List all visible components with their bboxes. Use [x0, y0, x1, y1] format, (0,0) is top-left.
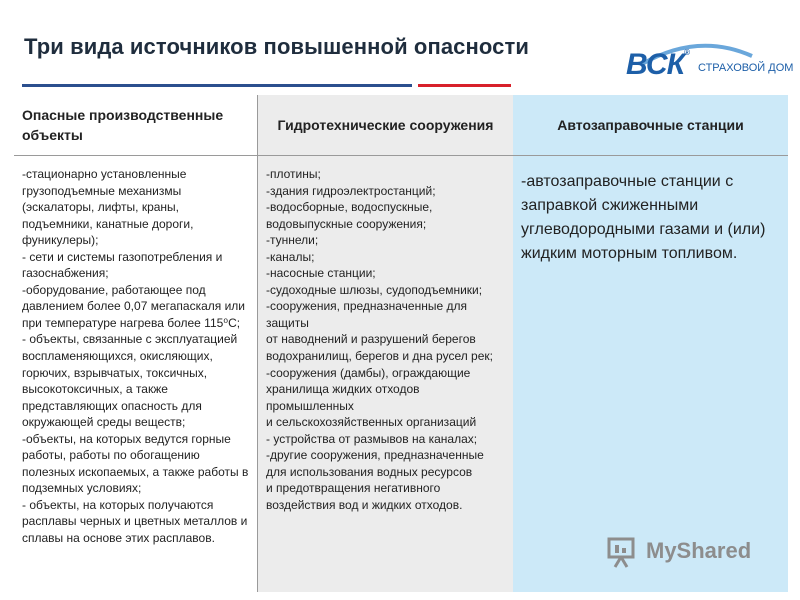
cell-gas-stations: -автозаправочные станции с заправкой сжиженными углеводородными газами и (или) жидким моторным топливом.	[513, 155, 788, 592]
watermark-text: MyShared	[646, 538, 752, 563]
slide-title: Три вида источников повышенной опасности	[24, 34, 529, 59]
logo-mark-text: ВСК	[626, 48, 685, 81]
logo-registered: ®	[684, 48, 689, 57]
presentation-board-icon	[606, 536, 640, 568]
header-hazardous-facilities: Опасные производственные объекты	[14, 95, 258, 155]
hazard-table	[14, 95, 788, 592]
cell-hydraulic-structures: -плотины; -здания гидроэлектростанций; -водосборные, водоспускные, водовыпускные сооружения; -туннели; -каналы; -насосные станции; -судоходные шлюзы, судоподъемники; -сооружения, предназначенные для защиты от наводнений и разрушений берегов водохранилищ, берегов и дна русел рек; -сооружения (дамбы), ограждающие хранилища жидких отходов промышленных и сельскохозяйственных организаций - устройства от размывов на каналах; -другие сооружения, предназначенные для использования водных ресурсов и предотвращения негативного воздействия вод и жидких отходов.	[258, 155, 513, 592]
title-underline-red	[418, 84, 511, 87]
logo-mark	[626, 48, 689, 82]
title-underline-blue	[22, 84, 412, 87]
vsk-logo	[626, 38, 794, 88]
logo-subtitle: СТРАХОВОЙ ДОМ	[698, 62, 794, 74]
header-gas-stations: Автозаправочные станции	[513, 95, 788, 155]
watermark	[606, 534, 766, 574]
cell-hazardous-facilities: -стационарно установленные грузоподъемные механизмы (эскалаторы, лифты, краны, подъемники, канатные дороги, фуникулеры); - сети и системы газопотребления и газоснабжения; -оборудование, работающее под давлением более 0,07 мегапаскаля или при температуре нагрева более 115⁰С; - объекты, связанные с эксплуатацией воспламеняющихся, окисляющих, горючих, взрывчатых, токсичных, высокотоксичных, а также представляющих опасность для окружающей среды веществ; -объекты, на которых ведутся горные работы, работы по обогащению полезных ископаемых, а также работы в подземных условиях; - объекты, на которых получаются расплавы черных и цветных металлов и сплавы на основе этих расплавов.	[14, 155, 258, 592]
header-hydraulic-structures: Гидротехнические сооружения	[258, 95, 513, 155]
